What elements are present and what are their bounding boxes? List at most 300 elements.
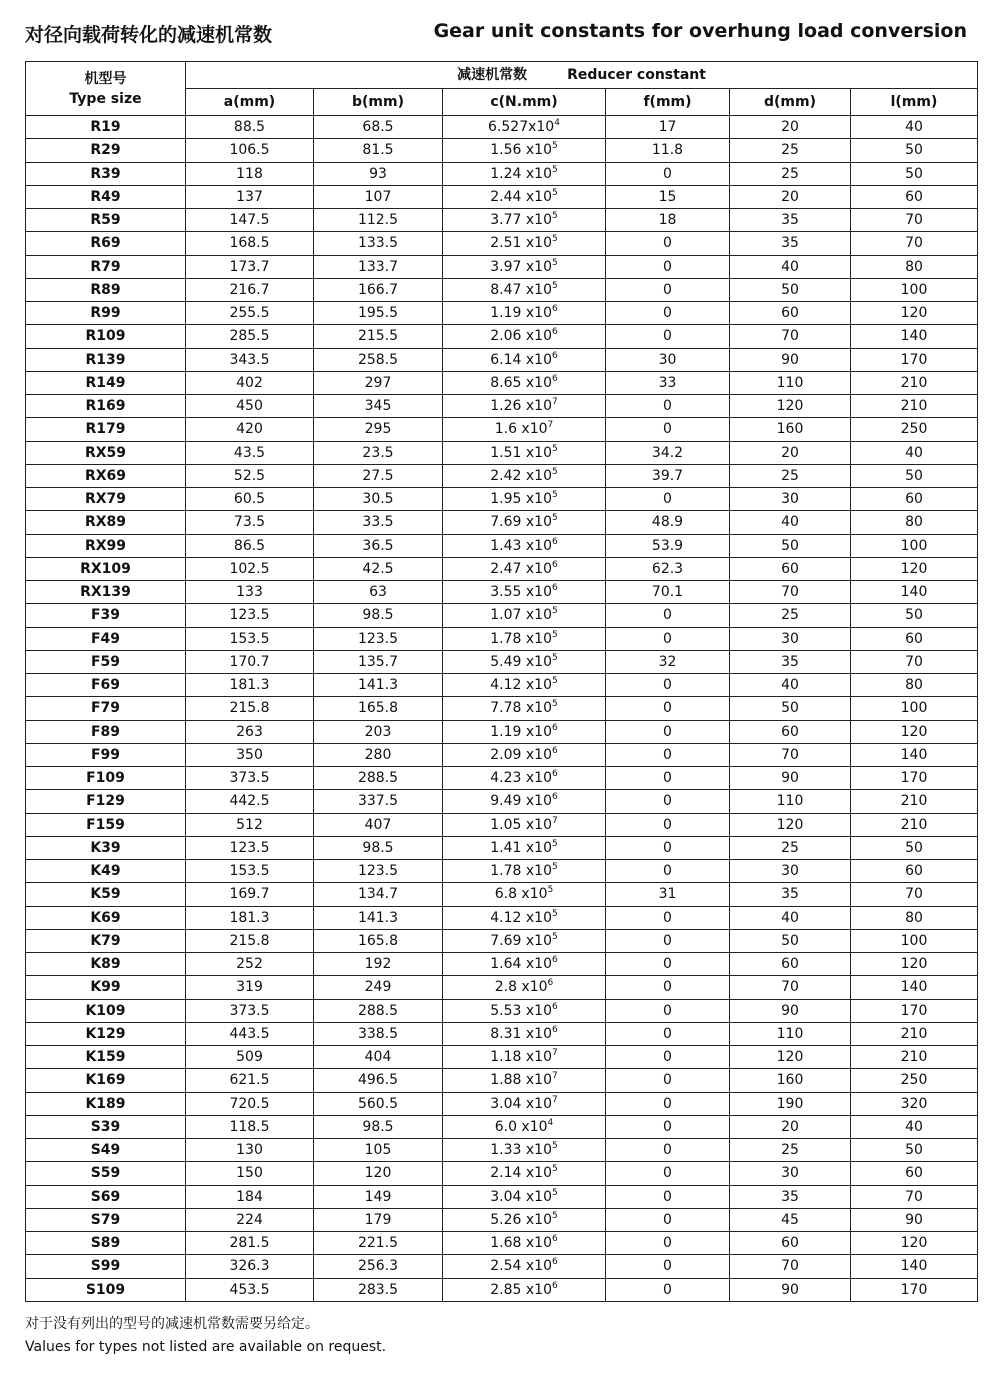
cell-l: 170 [851, 1278, 978, 1301]
cell-l: 250 [851, 418, 978, 441]
cell-b: 404 [314, 1046, 443, 1069]
cell-f: 0 [606, 232, 730, 255]
cell-a: 326.3 [186, 1255, 314, 1278]
cell-l: 250 [851, 1069, 978, 1092]
cell-c-mantissa: 2.09 x10 [490, 746, 552, 763]
cell-f: 0 [606, 278, 730, 301]
cell-c [443, 999, 606, 1022]
cell-c-mantissa: 2.85 x10 [490, 1281, 552, 1298]
cell-c [443, 813, 606, 836]
cell-c [443, 557, 606, 580]
cell-a: 285.5 [186, 325, 314, 348]
cell-a: 123.5 [186, 836, 314, 859]
cell-b: 23.5 [314, 441, 443, 464]
cell-l: 100 [851, 278, 978, 301]
column-header-l: l(mm) [851, 89, 978, 116]
cell-a: 169.7 [186, 883, 314, 906]
cell-a: 509 [186, 1046, 314, 1069]
cell-c-exponent: 6 [552, 1234, 558, 1245]
cell-b: 192 [314, 953, 443, 976]
cell-f: 0 [606, 767, 730, 790]
table-row [26, 511, 978, 534]
cell-type-size: K69 [26, 906, 186, 929]
table-row [26, 441, 978, 464]
cell-f: 0 [606, 1255, 730, 1278]
cell-c [443, 790, 606, 813]
cell-c [443, 650, 606, 673]
cell-d: 25 [730, 464, 851, 487]
table-row [26, 790, 978, 813]
table-row [26, 185, 978, 208]
cell-d: 40 [730, 255, 851, 278]
cell-b: 283.5 [314, 1278, 443, 1301]
cell-d: 30 [730, 627, 851, 650]
table-row [26, 418, 978, 441]
cell-f: 70.1 [606, 581, 730, 604]
cell-c-mantissa: 4.12 x10 [490, 677, 552, 694]
table-row [26, 999, 978, 1022]
cell-d: 35 [730, 650, 851, 673]
cell-c-mantissa: 3.55 x10 [490, 584, 552, 601]
cell-c-mantissa: 5.53 x10 [490, 1002, 552, 1019]
cell-f: 0 [606, 255, 730, 278]
cell-a: 60.5 [186, 488, 314, 511]
cell-a: 137 [186, 185, 314, 208]
cell-d: 90 [730, 767, 851, 790]
cell-d: 20 [730, 116, 851, 139]
cell-l: 120 [851, 302, 978, 325]
cell-c-mantissa: 4.23 x10 [490, 770, 552, 787]
cell-type-size: RX89 [26, 511, 186, 534]
cell-b: 256.3 [314, 1255, 443, 1278]
cell-d: 90 [730, 348, 851, 371]
cell-l: 80 [851, 674, 978, 697]
cell-a: 181.3 [186, 674, 314, 697]
cell-f: 0 [606, 906, 730, 929]
cell-c [443, 581, 606, 604]
cell-d: 90 [730, 1278, 851, 1301]
cell-b: 133.7 [314, 255, 443, 278]
cell-a: 720.5 [186, 1092, 314, 1115]
cell-d: 35 [730, 883, 851, 906]
table-row [26, 139, 978, 162]
cell-f: 0 [606, 302, 730, 325]
cell-c-exponent: 5 [552, 1164, 558, 1175]
cell-l: 40 [851, 1115, 978, 1138]
cell-f: 0 [606, 488, 730, 511]
cell-c-mantissa: 2.42 x10 [490, 467, 552, 484]
cell-a: 102.5 [186, 557, 314, 580]
table-row [26, 720, 978, 743]
cell-b: 165.8 [314, 697, 443, 720]
cell-c-exponent: 5 [552, 931, 558, 942]
table-row [26, 1115, 978, 1138]
table-row [26, 906, 978, 929]
cell-f: 33 [606, 371, 730, 394]
cell-type-size: R139 [26, 348, 186, 371]
cell-l: 50 [851, 604, 978, 627]
cell-c-mantissa: 3.04 x10 [490, 1188, 552, 1205]
column-header-c: c(N.mm) [443, 89, 606, 116]
cell-l: 210 [851, 813, 978, 836]
cell-b: 221.5 [314, 1232, 443, 1255]
cell-type-size: K49 [26, 860, 186, 883]
table-row [26, 488, 978, 511]
cell-l: 80 [851, 511, 978, 534]
reducer-constant-label-en: Reducer constant [567, 67, 706, 83]
cell-c-mantissa: 2.47 x10 [490, 560, 552, 577]
cell-a: 319 [186, 976, 314, 999]
cell-type-size: R149 [26, 371, 186, 394]
cell-d: 40 [730, 674, 851, 697]
cell-a: 252 [186, 953, 314, 976]
cell-a: 184 [186, 1185, 314, 1208]
cell-c [443, 255, 606, 278]
cell-c-exponent: 5 [552, 513, 558, 524]
cell-l: 210 [851, 790, 978, 813]
cell-c [443, 325, 606, 348]
cell-type-size: K99 [26, 976, 186, 999]
cell-a: 443.5 [186, 1022, 314, 1045]
cell-c-exponent: 5 [547, 885, 554, 896]
cell-d: 40 [730, 511, 851, 534]
cell-c-mantissa: 3.04 x10 [490, 1095, 552, 1112]
table-row [26, 1092, 978, 1115]
cell-l: 170 [851, 999, 978, 1022]
column-header-b: b(mm) [314, 89, 443, 116]
cell-a: 350 [186, 743, 314, 766]
cell-f: 0 [606, 836, 730, 859]
cell-type-size: K169 [26, 1069, 186, 1092]
table-row [26, 1232, 978, 1255]
cell-c-exponent: 6 [552, 373, 558, 384]
cell-a: 224 [186, 1208, 314, 1231]
cell-c [443, 488, 606, 511]
cell-c [443, 1185, 606, 1208]
cell-c-exponent: 5 [552, 629, 558, 640]
cell-a: 281.5 [186, 1232, 314, 1255]
cell-d: 110 [730, 1022, 851, 1045]
cell-c-exponent: 7 [547, 420, 554, 431]
cell-type-size: R39 [26, 162, 186, 185]
cell-c-exponent: 5 [552, 466, 558, 477]
cell-l: 320 [851, 1092, 978, 1115]
cell-l: 120 [851, 953, 978, 976]
cell-b: 295 [314, 418, 443, 441]
cell-c-exponent: 6 [552, 1024, 558, 1035]
table-row [26, 581, 978, 604]
cell-a: 343.5 [186, 348, 314, 371]
cell-b: 98.5 [314, 1115, 443, 1138]
cell-c [443, 1115, 606, 1138]
cell-b: 215.5 [314, 325, 443, 348]
cell-d: 110 [730, 371, 851, 394]
cell-type-size: F79 [26, 697, 186, 720]
cell-b: 123.5 [314, 860, 443, 883]
cell-type-size: F159 [26, 813, 186, 836]
cell-l: 120 [851, 1232, 978, 1255]
cell-type-size: R99 [26, 302, 186, 325]
cell-a: 88.5 [186, 116, 314, 139]
table-row [26, 162, 978, 185]
cell-c [443, 1069, 606, 1092]
cell-c-exponent: 5 [552, 699, 558, 710]
cell-c-mantissa: 3.77 x10 [490, 212, 552, 229]
cell-c-exponent: 5 [552, 606, 558, 617]
cell-f: 0 [606, 953, 730, 976]
cell-c [443, 836, 606, 859]
cell-c-exponent: 4 [554, 118, 560, 129]
cell-type-size: S59 [26, 1162, 186, 1185]
constants-table-body [26, 116, 978, 1302]
cell-c [443, 929, 606, 952]
cell-type-size: F99 [26, 743, 186, 766]
cell-c-mantissa: 1.88 x10 [490, 1072, 552, 1089]
cell-f: 0 [606, 1115, 730, 1138]
table-row [26, 1139, 978, 1162]
cell-c-exponent: 6 [552, 536, 558, 547]
cell-d: 20 [730, 185, 851, 208]
cell-f: 0 [606, 929, 730, 952]
cell-b: 36.5 [314, 534, 443, 557]
cell-c-exponent: 5 [552, 652, 558, 663]
cell-c [443, 534, 606, 557]
cell-d: 160 [730, 1069, 851, 1092]
cell-b: 107 [314, 185, 443, 208]
cell-b: 112.5 [314, 209, 443, 232]
cell-type-size: K39 [26, 836, 186, 859]
cell-l: 50 [851, 139, 978, 162]
cell-a: 150 [186, 1162, 314, 1185]
cell-c-mantissa: 8.65 x10 [490, 374, 552, 391]
cell-c [443, 906, 606, 929]
cell-c-exponent: 6 [547, 978, 554, 989]
cell-c [443, 1208, 606, 1231]
cell-f: 0 [606, 604, 730, 627]
cell-f: 0 [606, 720, 730, 743]
cell-a: 130 [186, 1139, 314, 1162]
cell-d: 50 [730, 929, 851, 952]
cell-f: 31 [606, 883, 730, 906]
cell-c [443, 767, 606, 790]
cell-c-mantissa: 2.51 x10 [490, 235, 552, 252]
cell-b: 141.3 [314, 906, 443, 929]
cell-b: 345 [314, 395, 443, 418]
cell-d: 20 [730, 1115, 851, 1138]
cell-a: 373.5 [186, 767, 314, 790]
cell-d: 190 [730, 1092, 851, 1115]
cell-b: 179 [314, 1208, 443, 1231]
table-row [26, 209, 978, 232]
cell-c-mantissa: 8.47 x10 [490, 281, 552, 298]
cell-c [443, 860, 606, 883]
table-row [26, 743, 978, 766]
cell-c-exponent: 7 [552, 1094, 558, 1105]
cell-l: 170 [851, 767, 978, 790]
cell-d: 70 [730, 1255, 851, 1278]
cell-b: 258.5 [314, 348, 443, 371]
cell-c-mantissa: 1.78 x10 [490, 630, 552, 647]
cell-c-exponent: 5 [552, 280, 558, 291]
cell-l: 210 [851, 395, 978, 418]
cell-c-exponent: 5 [552, 676, 558, 687]
cell-d: 70 [730, 743, 851, 766]
table-row [26, 557, 978, 580]
cell-f: 39.7 [606, 464, 730, 487]
cell-c [443, 1232, 606, 1255]
table-row [26, 836, 978, 859]
cell-c-exponent: 6 [552, 327, 558, 338]
cell-type-size: F129 [26, 790, 186, 813]
cell-c [443, 1278, 606, 1301]
table-row [26, 650, 978, 673]
cell-d: 25 [730, 162, 851, 185]
cell-c [443, 1255, 606, 1278]
cell-d: 70 [730, 976, 851, 999]
cell-f: 0 [606, 674, 730, 697]
cell-a: 106.5 [186, 139, 314, 162]
cell-c [443, 1092, 606, 1115]
cell-a: 215.8 [186, 697, 314, 720]
cell-c-exponent: 5 [552, 164, 558, 175]
cell-type-size: F69 [26, 674, 186, 697]
cell-a: 215.8 [186, 929, 314, 952]
table-row [26, 1022, 978, 1045]
footnote-cn: 对于没有列出的型号的减速机常数需要另给定。 [25, 1316, 319, 1332]
cell-f: 34.2 [606, 441, 730, 464]
cell-d: 70 [730, 325, 851, 348]
cell-c-exponent: 5 [552, 908, 558, 919]
cell-f: 15 [606, 185, 730, 208]
table-row [26, 534, 978, 557]
cell-l: 140 [851, 1255, 978, 1278]
cell-a: 263 [186, 720, 314, 743]
table-row [26, 348, 978, 371]
cell-type-size: R69 [26, 232, 186, 255]
cell-c-exponent: 5 [552, 211, 558, 222]
cell-b: 135.7 [314, 650, 443, 673]
table-row [26, 674, 978, 697]
cell-l: 70 [851, 209, 978, 232]
cell-c [443, 302, 606, 325]
cell-b: 93 [314, 162, 443, 185]
cell-f: 0 [606, 790, 730, 813]
cell-l: 60 [851, 488, 978, 511]
cell-a: 181.3 [186, 906, 314, 929]
cell-b: 81.5 [314, 139, 443, 162]
cell-b: 338.5 [314, 1022, 443, 1045]
cell-c-exponent: 5 [552, 187, 558, 198]
cell-c [443, 883, 606, 906]
cell-type-size: R29 [26, 139, 186, 162]
cell-a: 512 [186, 813, 314, 836]
cell-f: 0 [606, 813, 730, 836]
table-row [26, 302, 978, 325]
cell-d: 120 [730, 813, 851, 836]
cell-d: 35 [730, 1185, 851, 1208]
cell-l: 100 [851, 929, 978, 952]
cell-c-mantissa: 1.24 x10 [490, 165, 552, 182]
cell-c-mantissa: 7.78 x10 [490, 700, 552, 717]
cell-c [443, 1022, 606, 1045]
table-row [26, 1278, 978, 1301]
column-header-a: a(mm) [186, 89, 314, 116]
cell-c-exponent: 6 [552, 722, 558, 733]
cell-c-exponent: 7 [552, 1048, 558, 1059]
cell-d: 40 [730, 906, 851, 929]
cell-l: 50 [851, 836, 978, 859]
cell-f: 0 [606, 860, 730, 883]
cell-type-size: RX79 [26, 488, 186, 511]
cell-type-size: S39 [26, 1115, 186, 1138]
cell-a: 442.5 [186, 790, 314, 813]
cell-c-exponent: 6 [552, 583, 558, 594]
cell-c-mantissa: 1.07 x10 [490, 607, 552, 624]
cell-f: 0 [606, 976, 730, 999]
cell-type-size: S99 [26, 1255, 186, 1278]
cell-type-size: K79 [26, 929, 186, 952]
cell-d: 25 [730, 139, 851, 162]
cell-type-size: RX99 [26, 534, 186, 557]
cell-d: 35 [730, 232, 851, 255]
cell-l: 50 [851, 464, 978, 487]
cell-type-size: R109 [26, 325, 186, 348]
cell-f: 0 [606, 162, 730, 185]
cell-l: 60 [851, 1162, 978, 1185]
cell-a: 173.7 [186, 255, 314, 278]
cell-l: 40 [851, 441, 978, 464]
cell-c-exponent: 5 [552, 443, 558, 454]
cell-c [443, 976, 606, 999]
cell-f: 0 [606, 1232, 730, 1255]
table-row [26, 1162, 978, 1185]
cell-type-size: R89 [26, 278, 186, 301]
cell-a: 118.5 [186, 1115, 314, 1138]
cell-d: 20 [730, 441, 851, 464]
cell-c-mantissa: 6.0 x10 [494, 1118, 548, 1135]
cell-type-size: K89 [26, 953, 186, 976]
cell-b: 203 [314, 720, 443, 743]
cell-d: 30 [730, 1162, 851, 1185]
cell-c-mantissa: 1.95 x10 [490, 491, 552, 508]
table-row [26, 1255, 978, 1278]
cell-f: 0 [606, 418, 730, 441]
table-row [26, 395, 978, 418]
cell-c-mantissa: 7.69 x10 [490, 932, 552, 949]
cell-a: 73.5 [186, 511, 314, 534]
cell-c-exponent: 5 [552, 862, 558, 873]
cell-a: 147.5 [186, 209, 314, 232]
cell-c-mantissa: 9.49 x10 [490, 793, 552, 810]
cell-type-size: R79 [26, 255, 186, 278]
cell-f: 0 [606, 1278, 730, 1301]
cell-type-size: RX59 [26, 441, 186, 464]
cell-d: 25 [730, 836, 851, 859]
cell-b: 496.5 [314, 1069, 443, 1092]
cell-b: 560.5 [314, 1092, 443, 1115]
cell-b: 105 [314, 1139, 443, 1162]
cell-c-exponent: 5 [552, 1187, 558, 1198]
cell-c-mantissa: 1.19 x10 [490, 723, 552, 740]
cell-c [443, 139, 606, 162]
cell-f: 62.3 [606, 557, 730, 580]
cell-l: 50 [851, 162, 978, 185]
cell-type-size: S109 [26, 1278, 186, 1301]
cell-c-exponent: 6 [552, 304, 558, 315]
cell-l: 90 [851, 1208, 978, 1231]
cell-b: 149 [314, 1185, 443, 1208]
column-header-d: d(mm) [730, 89, 851, 116]
